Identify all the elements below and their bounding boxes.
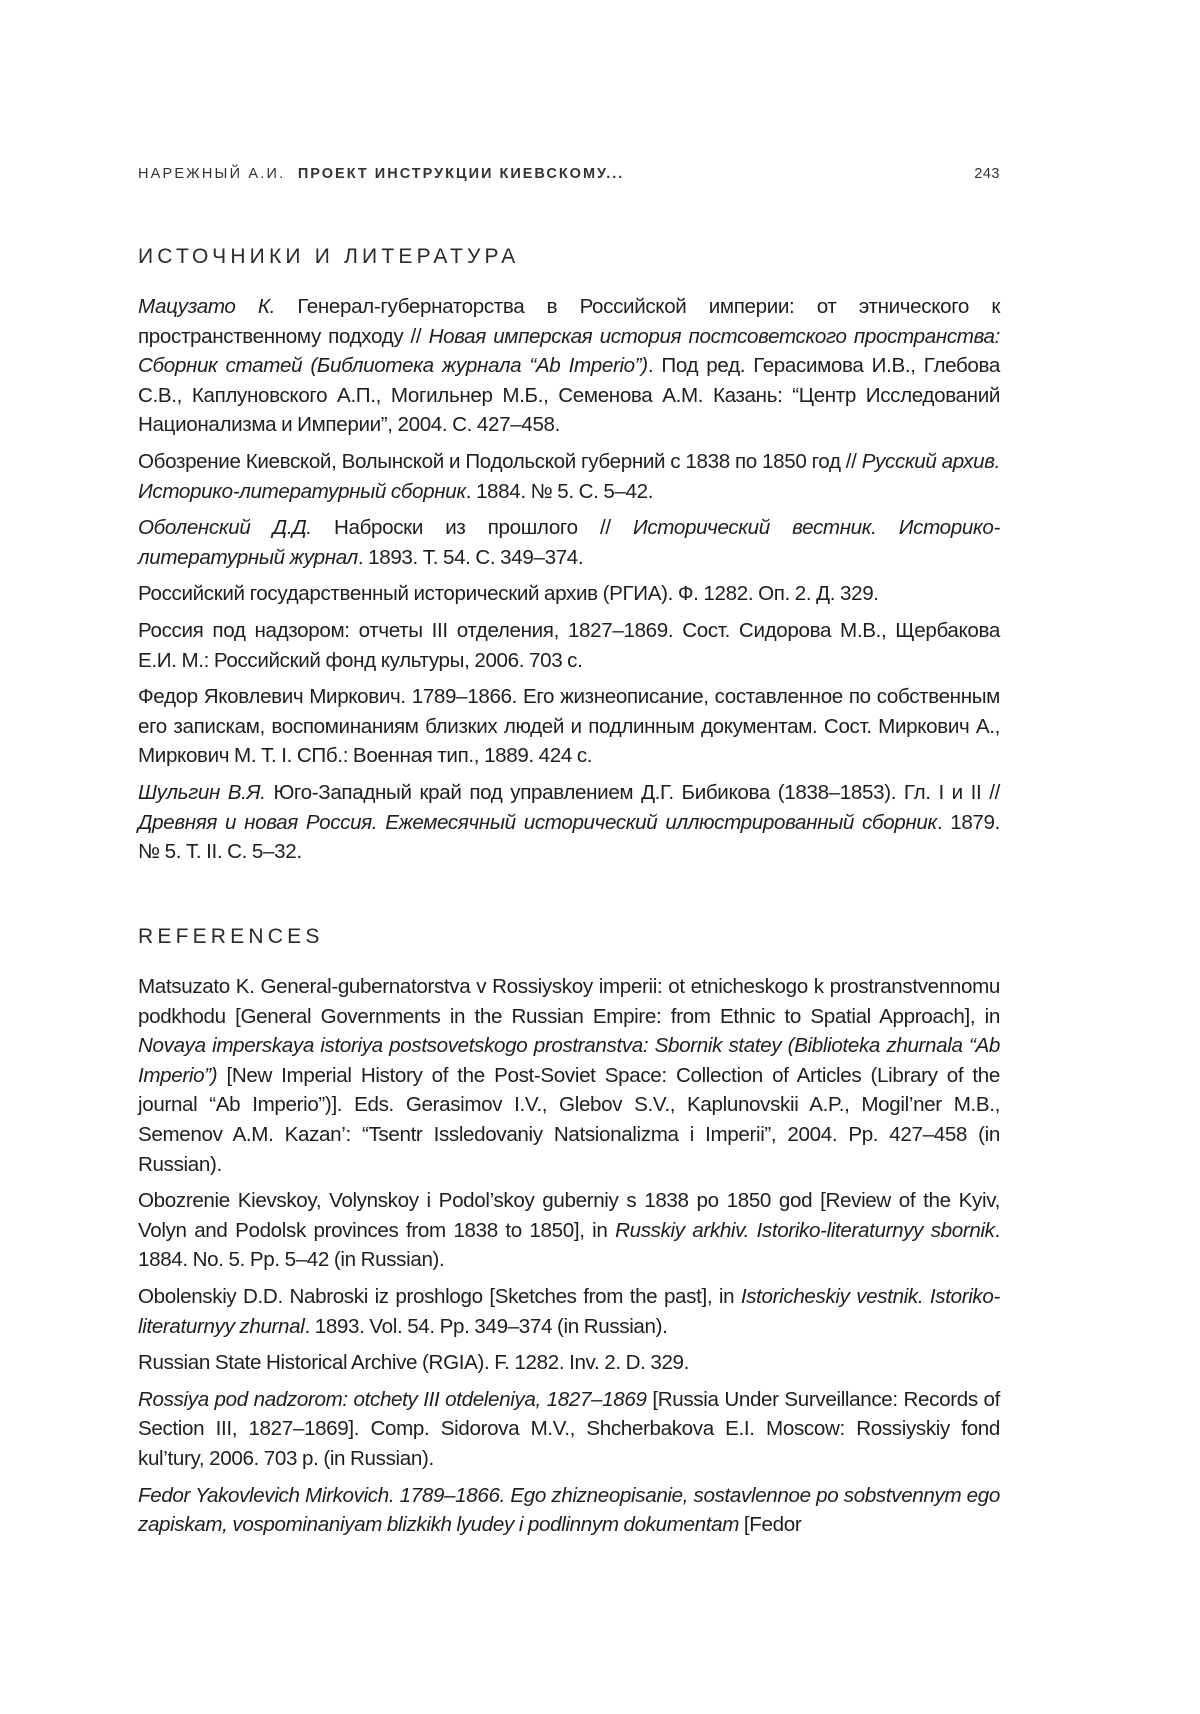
reference-entry [138, 972, 1000, 1179]
page-number: 243 [974, 166, 1000, 182]
sources-list [138, 292, 1000, 874]
entry-italic-text: Мацузато К. [138, 295, 275, 318]
entry-italic-text: Novaya imperskaya istoriya postsovetskogo prostranstva: Sbornik statey (Biblioteka zhurnala “Ab Imperio”) [138, 1034, 1000, 1087]
entry-text: . 1879. № 5. Т. II. С. 5–32. [138, 811, 1000, 864]
entry-italic-text: Шульгин В.Я. [138, 781, 266, 804]
sources-heading: ИСТОЧНИКИ И ЛИТЕРАТУРА [138, 245, 520, 269]
entry-text: . 1893. Vol. 54. Pp. 349–374 (in Russian). [304, 1315, 667, 1338]
entry-italic-text: Новая имперская история постсоветского пространства: Сборник статей (Библиотека журнала “Ab Imperio”) [138, 325, 1000, 378]
entry-text: Обозрение Киевской, Волынской и Подольской губерний с 1838 по 1850 год // [138, 450, 862, 473]
entry-text: Russian State Historical Archive (RGIA). F. 1282. Inv. 2. D. 329. [138, 1351, 689, 1374]
entry-italic-text: Оболенский Д.Д. [138, 516, 312, 539]
entry-text: Федор Яковлевич Миркович. 1789–1866. Его жизнеописание, составленное по собственным его запискам, воспоминаниям близких людей и подлинным документам. Сост. Миркович А., Миркович М. Т. I. СПб.: Военная тип., 1889. 424 с. [138, 685, 1000, 767]
entry-italic-text: Russkiy arkhiv. Istoriko-literaturnyy sbornik [615, 1219, 995, 1242]
page [138, 0, 1000, 1714]
reference-entry [138, 1186, 1000, 1275]
entry-italic-text: Fedor Yakovlevich Mirkovich. 1789–1866. Ego zhizneopisanie, sostavlennoe po sobstvennym ego zapiskam, vospominaniyam blizkikh lyudey i podlinnym dokumentam [138, 1484, 1000, 1537]
entry-text: [Russia Under Surveillance: Records of Section III, 1827–1869]. Comp. Sidorova M.V., Shcherbakova E.I. Moscow: Rossiyskiy fond kul’tury, 2006. 703 p. (in Russian). [138, 1388, 1000, 1470]
reference-entry [138, 1282, 1000, 1341]
reference-entry [138, 1385, 1000, 1474]
entry-text: . 1893. Т. 54. С. 349–374. [358, 546, 583, 569]
entry-text: Obolenskiy D.D. Nabroski iz proshlogo [Sketches from the past], in [138, 1285, 741, 1308]
reference-entry [138, 1348, 1000, 1378]
running-head [138, 166, 1000, 182]
entry-text: Наброски из прошлого // [312, 516, 633, 539]
entry-text: . 1884. № 5. С. 5–42. [466, 480, 653, 503]
running-head-author: НАРЕЖНЫЙ А.И. [138, 166, 285, 182]
reference-entry [138, 1481, 1000, 1540]
entry-text: [New Imperial History of the Post-Soviet Space: Collection of Articles (Library of the journal “Ab Imperio”)]. Eds. Gerasimov I.V., Glebov S.V., Kaplunovskii A.P., Mogil’ner M.B., Semenov A.M. Kazan’: “Tsentr Issledovaniy Natsionalizma i Imperii”, 2004. Pp. 427–458 (in Russian). [138, 1064, 1000, 1176]
entry-text: Matsuzato K. General-gubernatorstva v Rossiyskoy imperii: ot etnicheskogo k prostranstvennomu podkhodu [General Governments in the Russian Empire: from Ethnic to Spatial Approach], in [138, 975, 1000, 1028]
entry-italic-text: Istoricheskiy vestnik. Istoriko-literaturnyy zhurnal [138, 1285, 1000, 1338]
entry-italic-text: Rossiya pod nadzorom: otchety III otdeleniya, 1827–1869 [138, 1388, 647, 1411]
entry-text: . Под ред. Герасимова И.В., Глебова С.В., Каплуновского А.П., Могильнер М.Б., Семенова А.М. Казань: “Центр Исследований Национализма и Империи”, 2004. С. 427–458. [138, 354, 1000, 436]
references-list [138, 972, 1000, 1547]
entry-text: [Fedor [739, 1513, 801, 1536]
entry-text: Российский государственный исторический архив (РГИА). Ф. 1282. Оп. 2. Д. 329. [138, 582, 879, 605]
entry-text: . 1884. No. 5. Pp. 5–42 (in Russian). [138, 1219, 1000, 1272]
source-entry [138, 292, 1000, 440]
source-entry [138, 682, 1000, 771]
source-entry [138, 579, 1000, 609]
source-entry [138, 616, 1000, 675]
entry-text: Россия под надзором: отчеты III отделения, 1827–1869. Сост. Сидорова М.В., Щербакова Е.И. М.: Российский фонд культуры, 2006. 703 с. [138, 619, 1000, 672]
entry-text: Генерал-губернаторства в Российской империи: от этнического к пространственному подходу // [138, 295, 1000, 348]
references-heading: REFERENCES [138, 925, 324, 949]
source-entry [138, 513, 1000, 572]
source-entry [138, 778, 1000, 867]
entry-text: Obozrenie Kievskoy, Volynskoy i Podol’skoy guberniy s 1838 po 1850 god [Review of the Kyiv, Volyn and Podolsk provinces from 1838 to 1850], in [138, 1189, 1000, 1242]
entry-italic-text: Древняя и новая Россия. Ежемесячный исторический иллюстрированный сборник [138, 811, 937, 834]
running-head-title: ПРОЕКТ ИНСТРУКЦИИ КИЕВСКОМУ... [298, 166, 624, 182]
entry-italic-text: Исторический вестник. Историко-литературный журнал [138, 516, 1000, 569]
entry-text: Юго-Западный край под управлением Д.Г. Бибикова (1838–1853). Гл. I и II // [266, 781, 1000, 804]
entry-italic-text: Русский архив. Историко-литературный сборник [138, 450, 1000, 503]
source-entry [138, 447, 1000, 506]
